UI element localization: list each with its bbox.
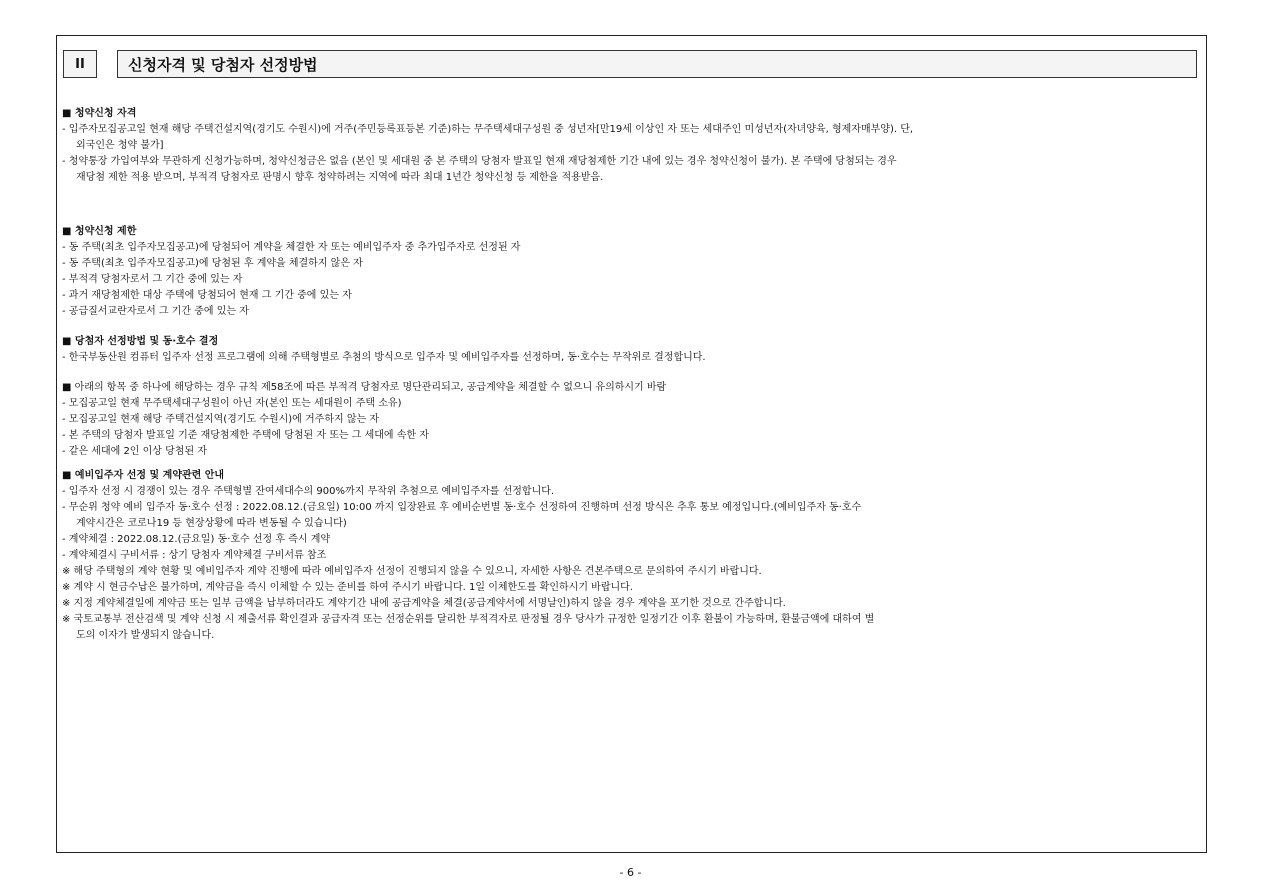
section-title: 신청자격 및 당첨자 선정방법 bbox=[117, 50, 1197, 78]
section-selection-method bbox=[62, 334, 1194, 366]
section-number: II bbox=[63, 50, 97, 78]
text-line: - 공급질서교란자로서 그 기간 중에 있는 자 bbox=[62, 306, 249, 317]
text-line: - 입주자모집공고일 현재 해당 주택건설지역(경기도 수원시)에 거주(주민등록표등본 기준)하는 무주택세대구성원 중 성년자[만19세 이상인 자 또는 세대주인 미성년자(자녀양육, 형제자매부양). 단, bbox=[62, 124, 914, 135]
text-line: - 계약체결 : 2022.08.12.(금요일) 동·호수 선정 후 즉시 계약 bbox=[62, 534, 331, 545]
section-restrictions bbox=[62, 224, 1194, 320]
section-ineligible-cases-title: ■ 아래의 항목 중 하나에 해당하는 경우 규칙 제58조에 따른 부적격 당첨자로 명단관리되고, 공급계약을 체결할 수 없으니 유의하시기 바람 bbox=[62, 382, 667, 393]
text-line: - 한국부동산원 컴퓨터 입주자 선정 프로그램에 의해 주택형별로 추첨의 방식으로 입주자 및 예비입주자를 선정하며, 동·호수는 무작위로 결정합니다. bbox=[62, 352, 706, 363]
text-line: - 동 주택(최초 입주자모집공고)에 당첨된 후 계약을 체결하지 않은 자 bbox=[62, 258, 363, 269]
text-line: - 과거 재당첨제한 대상 주택에 당첨되어 현재 그 기간 중에 있는 자 bbox=[62, 290, 352, 301]
section-restrictions-title: ■ 청약신청 제한 bbox=[62, 226, 137, 237]
text-line: - 모집공고일 현재 해당 주택건설지역(경기도 수원시)에 거주하지 않는 자 bbox=[62, 414, 379, 425]
note-line: ※ 해당 주택형의 계약 현황 및 예비입주자 계약 진행에 따라 예비입주자 선정이 진행되지 않을 수 있으니, 자세한 사항은 견본주택으로 문의하여 주시기 바랍니다. bbox=[62, 566, 762, 577]
text-line: 재당첨 제한 적용 받으며, 부적격 당첨자로 판명시 향후 청약하려는 지역에 따라 최대 1년간 청약신청 등 제한을 적용받음. bbox=[76, 172, 604, 183]
note-line: 도의 이자가 발생되지 않습니다. bbox=[76, 630, 215, 641]
text-line: 계약시간은 코로나19 등 현장상황에 따라 변동될 수 있습니다) bbox=[76, 518, 347, 529]
section-selection-method-title: ■ 당첨자 선정방법 및 동·호수 결정 bbox=[62, 336, 219, 347]
content-body bbox=[62, 106, 1194, 644]
note-line: ※ 계약 시 현금수납은 불가하며, 계약금을 즉시 이체할 수 있는 준비를 하여 주시기 바랍니다. 1일 이체한도를 확인하시기 바랍니다. bbox=[62, 582, 633, 593]
section-eligibility-title: ■ 청약신청 자격 bbox=[62, 108, 137, 119]
text-line: 외국인은 청약 불가] bbox=[76, 140, 164, 151]
text-line: - 동 주택(최초 입주자모집공고)에 당첨되어 계약을 체결한 자 또는 예비입주자 중 추가입주자로 선정된 자 bbox=[62, 242, 521, 253]
section-reserve-winners bbox=[62, 468, 1194, 644]
section-ineligible-cases bbox=[62, 380, 1194, 460]
text-line: - 같은 세대에 2인 이상 당첨된 자 bbox=[62, 446, 207, 457]
section-reserve-winners-title: ■ 예비입주자 선정 및 계약관련 안내 bbox=[62, 470, 225, 481]
page-number: - 6 - bbox=[619, 866, 642, 879]
section-eligibility bbox=[62, 106, 1194, 186]
text-line: - 청약통장 가입여부와 무관하게 신청가능하며, 청약신청금은 없음 (본인 및 세대원 중 본 주택의 당첨자 발표일 현재 재당첨제한 기간 내에 있는 경우 청약신청이 불가). 본 주택에 당첨되는 경우 bbox=[62, 156, 897, 167]
note-line: ※ 지정 계약체결일에 계약금 또는 일부 금액을 납부하더라도 계약기간 내에 공급계약을 체결(공급계약서에 서명날인)하지 않을 경우 계약을 포기한 것으로 간주합니다. bbox=[62, 598, 786, 609]
document-frame bbox=[56, 35, 1207, 853]
note-line: ※ 국토교통부 전산검색 및 계약 신청 시 제출서류 확인결과 공급자격 또는 선정순위를 달리한 부적격자로 판정될 경우 당사가 규정한 일정기간 이후 환불이 가능하며, 환불금액에 대하여 별 bbox=[62, 614, 875, 625]
text-line: - 본 주택의 당첨자 발표일 기준 재당첨제한 주택에 당첨된 자 또는 그 세대에 속한 자 bbox=[62, 430, 429, 441]
section-header bbox=[63, 50, 318, 78]
text-line: - 부적격 당첨자로서 그 기간 중에 있는 자 bbox=[62, 274, 243, 285]
text-line: - 모집공고일 현재 무주택세대구성원이 아닌 자(본인 또는 세대원이 주택 소유) bbox=[62, 398, 402, 409]
text-line: - 무순위 청약 예비 입주자 동·호수 선정 : 2022.08.12.(금요일) 10:00 까지 입장완료 후 예비순번별 동·호수 선정하여 진행하며 선정 방식은 추후 통보 예정입니다.(예비입주자 동·호수 bbox=[62, 502, 862, 513]
text-line: - 계약체결시 구비서류 : 상기 당첨자 계약체결 구비서류 참조 bbox=[62, 550, 327, 561]
text-line: - 입주자 선정 시 경쟁이 있는 경우 주택형별 잔여세대수의 900%까지 무작위 추첨으로 예비입주자를 선정합니다. bbox=[62, 486, 555, 497]
